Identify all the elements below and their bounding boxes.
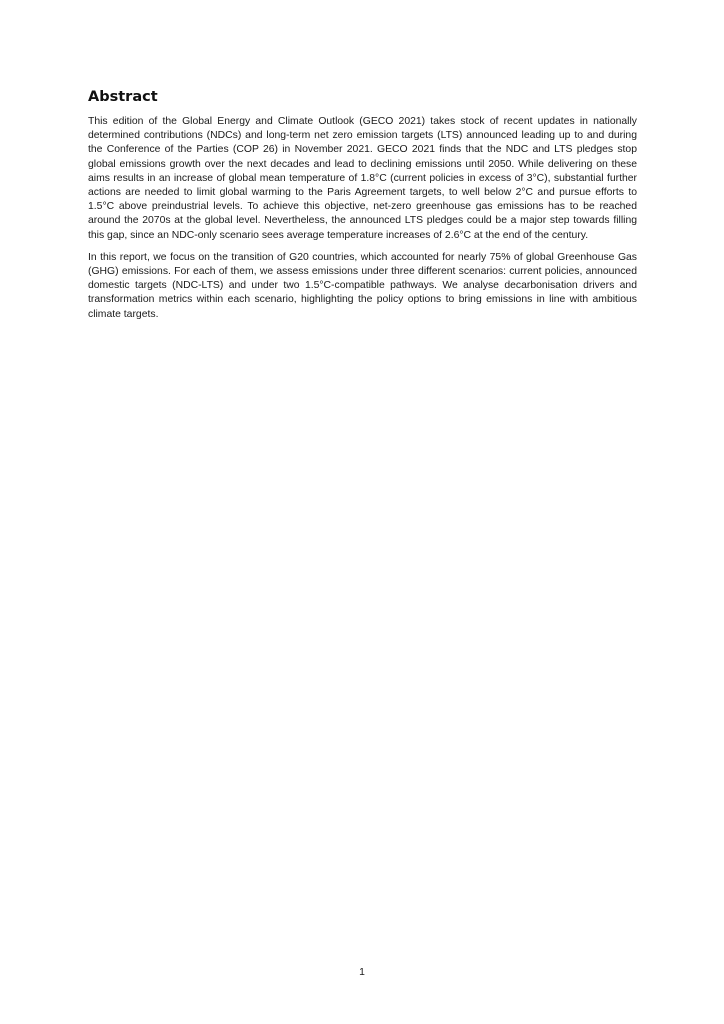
section-heading: Abstract (88, 89, 158, 105)
page-content (88, 88, 637, 330)
abstract-paragraph-2: In this report, we focus on the transition of G20 countries, which accounted for nearly 75% of global Greenhouse Gas (GHG) emissions. For each of them, we assess emissions under three different scenarios: current policies, announced domestic targets (NDC-LTS) and under two 1.5°C-compatible pathways. We analyse decarbonisation drivers and transformation metrics within each scenario, highlighting the policy options to bring emissions in line with ambitious climate targets. (88, 251, 637, 320)
abstract-paragraph-1: This edition of the Global Energy and Climate Outlook (GECO 2021) takes stock of recent updates in nationally determined contributions (NDCs) and long-term net zero emission targets (LTS) announced leading up to and during the Conference of the Parties (COP 26) in November 2021. GECO 2021 finds that the NDC and LTS pledges stop global emissions growth over the next decades and lead to declining emissions until 2050. While delivering on these aims results in an increase of global mean temperature of 1.8°C (current policies in excess of 3°C), substantial further actions are needed to limit global warming to the Paris Agreement targets, to well below 2°C and pursue efforts to 1.5°C above preindustrial levels. To achieve this objective, net-zero greenhouse gas emissions has to be reached around the 2070s at the global level. Nevertheless, the announced LTS pledges could be a major step towards filling this gap, since an NDC-only scenario sees average temperature increases of 2.6°C at the end of the century. (88, 116, 637, 241)
page-number: 1 (359, 967, 365, 978)
